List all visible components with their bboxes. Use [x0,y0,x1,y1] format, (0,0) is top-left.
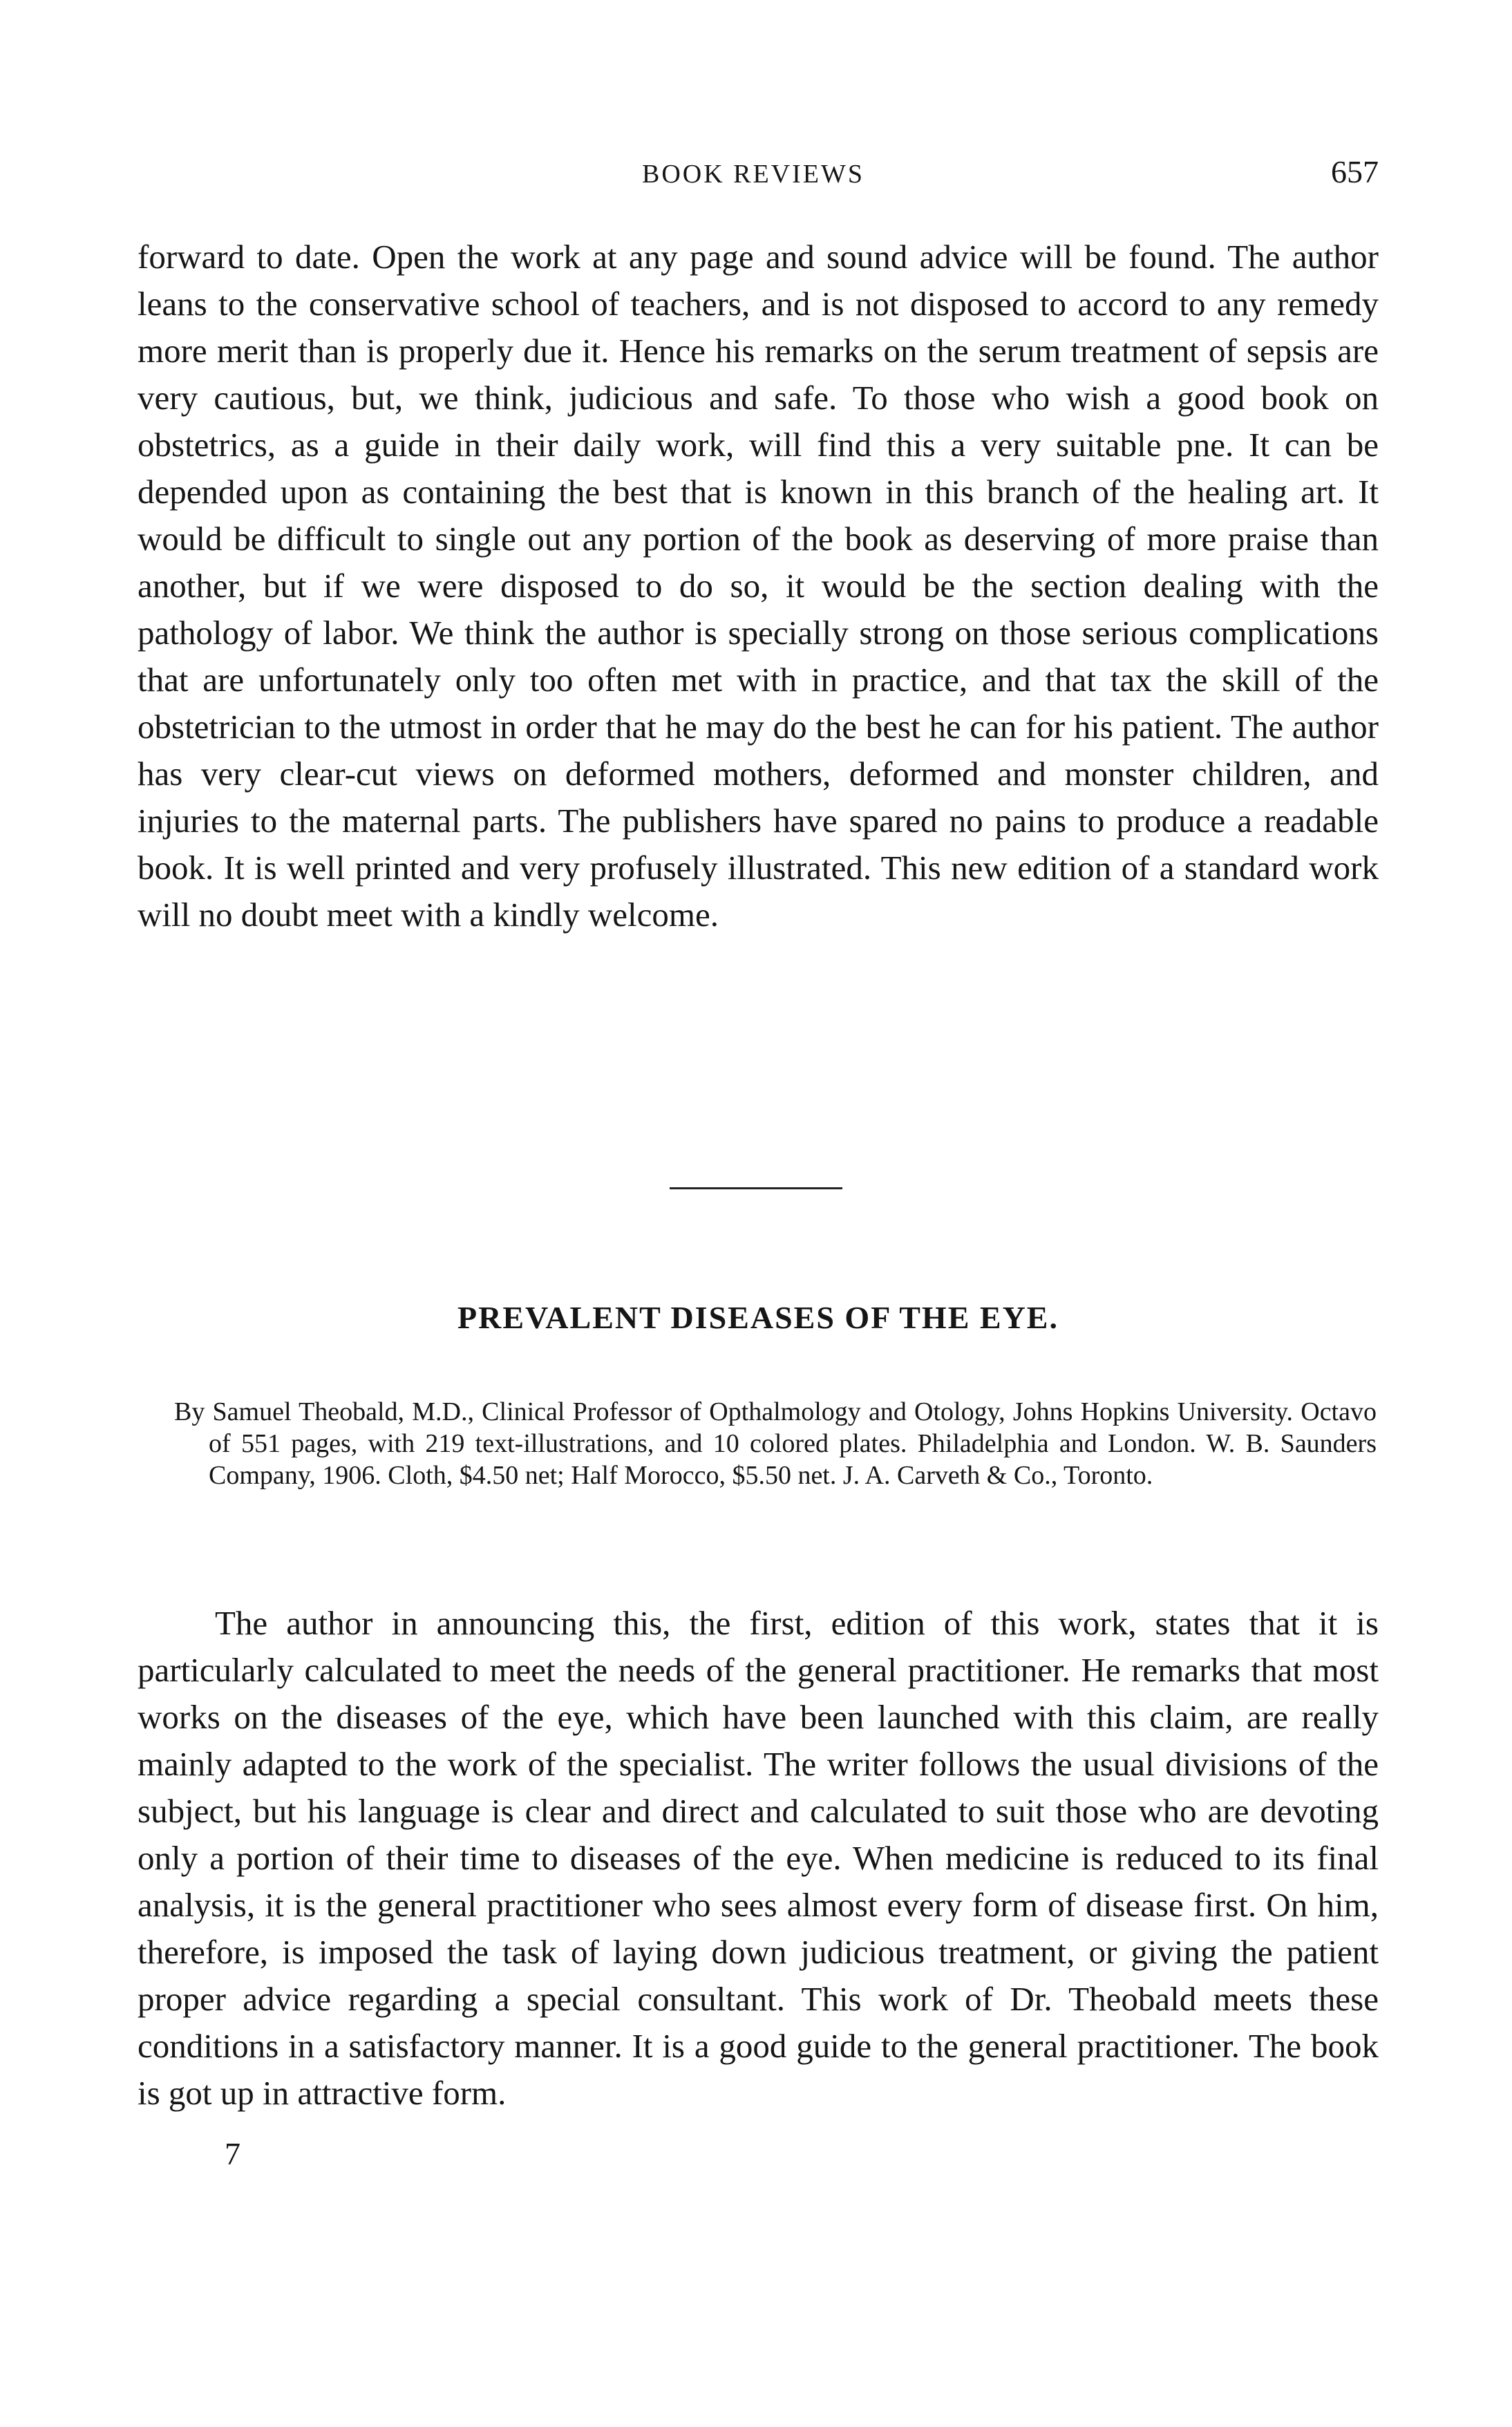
running-head [128,153,1379,195]
review-continuation [138,234,1379,938]
bibliographic-byline: By Samuel Theobald, M.D., Clinical Professor of Opthalmology and Otology, Johns Hopkins University. Octavo of 551 pages, with 219 text-illustrations, and 10 colored plates. Philadelphia and London. W. B. Saunders Company, 1906. Cloth, $4.50 net; Half Morocco, $5.50 net. J. A. Carveth & Co., Toronto. [174,1397,1377,1490]
review-body [138,1600,1379,2117]
running-title: BOOK REVIEWS [641,160,865,189]
page-number: 657 [1331,154,1379,189]
section-divider [670,1187,842,1189]
review-title: PREVALENT DISEASES OF THE EYE. [457,1300,1059,1335]
review-paragraph: The author in announcing this, the first, edition of this work, states that it is particularly calculated to meet the needs of the general practitioner. He remarks that most works on the diseases of the eye, which have been launched with this claim, are really mainly adapted to the work of the specialist. The writer follows the usual divisions of the subject, but his language is clear and direct and calculated to suit those who are devoting only a portion of their time to diseases of the eye. When medicine is reduced to its final analysis, it is the general practitioner who sees almost every form of disease first. On him, therefore, is imposed the task of laying down judicious treatment, or giving the patient proper advice regarding a special consultant. This work of Dr. Theobald meets these conditions in a satisfactory manner. It is a good guide to the general practitioner. The book is got up in attractive form. [138,1604,1379,2112]
review-paragraph: forward to date. Open the work at any page and sound advice will be found. The author leans to the conservative school of teachers, and is not disposed to accord to any remedy more merit than is properly due it. Hence his remarks on the serum treatment of sepsis are very cautious, but, we think, judicious and safe. To those who wish a good book on obstetrics, as a guide in their daily work, will find this a very suitable pne. It can be depended upon as containing the best that is known in this branch of the healing art. It would be difficult to single out any portion of the book as deserving of more praise than another, but if we were disposed to do so, it would be the section dealing with the pathology of labor. We think the author is specially strong on those serious complications that are unfortunately only too often met with in practice, and that tax the skill of the obstetrician to the utmost in order that he may do the best he can for his patient. The author has very clear-cut views on deformed mothers, deformed and monster children, and injuries to the maternal parts. The publishers have spared no pains to produce a readable book. It is well printed and very profusely illustrated. This new edition of a standard work will no doubt meet with a kindly welcome. [138,238,1379,934]
signature-mark: 7 [225,2136,240,2171]
